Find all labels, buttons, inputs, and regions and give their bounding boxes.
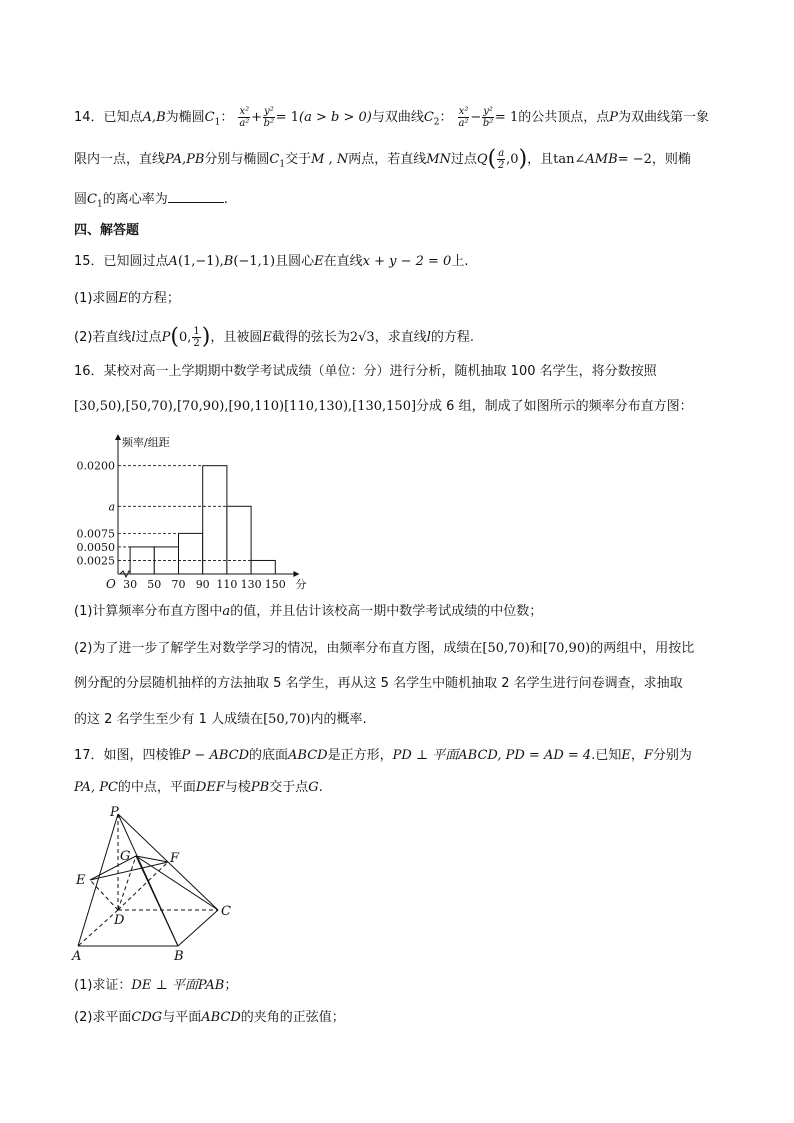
label-D: D <box>114 913 125 928</box>
q16-line2: [30,50),[50,70),[70,90),[90,110)[110,130),[130,150]分成 6 组，制成了如图所示的频率分布直方图： <box>74 399 693 414</box>
y-tick-label: 0.0075 <box>76 527 115 541</box>
q16-part2-line1: (2)为了进一步了解学生对数学学习的情况，由频率分布直方图，成绩在[50,70)和[70,90)的两组中，用按比 <box>74 641 695 656</box>
x-tick-label: 70 <box>171 578 186 591</box>
fraction-a-2: $\frac{a}{2}$ <box>497 148 505 171</box>
bar-[90,110) <box>203 466 227 574</box>
q16-part2-line2: 例分配的分层随机抽样的方法抽取 5 名学生，再从这 5 名学生中随机抽取 2 名学生进行问卷调查，求抽取 <box>74 676 683 691</box>
label-A: A <box>72 949 82 964</box>
label-B: B <box>174 949 184 964</box>
fraction-x2-a2-b: $\frac{\text{x²}}{\text{a²}}$ <box>458 106 469 129</box>
y-tick-label: 0.0050 <box>76 540 115 554</box>
q14-line1: 14．已知点A,B为椭圆$C_1$： $\frac{\text{x²}}{\text{a²}}$ + $\frac{\text{y²}}{\text{b²}}$ = 1(a > b > 0)与双曲线$C_2$： $\frac{\text{x²}}{\text{a²}}$ − $\frac{\text{y²}}{\text{b²}}$ = 1的公共顶点，点P为双曲线第一象 <box>74 106 709 129</box>
x-tick-label: 130 <box>240 578 262 591</box>
x-axis-label: 分 <box>295 578 307 591</box>
q17-part2: (2)求平面CDG与平面ABCD的夹角的正弦值； <box>74 1010 345 1025</box>
x-tick-label: 110 <box>216 578 238 591</box>
q17-part1: (1)求证：DE ⊥ 平面PAB； <box>74 978 238 993</box>
q17-line2: PA, PC的中点，平面DEF与棱PB交于点G. <box>74 780 323 795</box>
bar-[70,90) <box>179 533 203 574</box>
q14-line2: 限内一点，直线PA,PB分别与椭圆$C_1$交于M , N两点，若直线MN过点Q( $\frac{a}{2}$ ,0)，且tan∠AMB= −2，则椭 <box>74 146 691 172</box>
x-axis-arrow <box>293 571 299 577</box>
q15-part2: (2)若直线l过点P(0, $\frac{1}{2}$ )，且被圆E截得的弦长为2√3，求直线l的方程. <box>74 324 475 350</box>
label-G: G <box>120 849 131 864</box>
q15-part1: (1)求圆E的方程； <box>74 291 180 306</box>
label-F: F <box>170 851 180 866</box>
y-tick-label: 0.0200 <box>76 459 115 473</box>
fraction-x2-a2: $\frac{\text{x²}}{\text{a²}}$ <box>239 106 250 129</box>
y-tick-label: a <box>108 500 115 514</box>
fraction-y2-b2-b: $\frac{\text{y²}}{\text{b²}}$ <box>482 106 494 129</box>
origin-label: O <box>106 577 116 591</box>
fraction-y2-b2: $\frac{\text{y²}}{\text{b²}}$ <box>263 106 275 129</box>
bar-[110,130) <box>227 506 251 574</box>
pyramid-figure <box>70 806 240 966</box>
frequency-histogram <box>70 432 330 592</box>
x-tick-label: 50 <box>147 578 162 591</box>
y-axis-label: 频率/组距 <box>122 436 170 449</box>
q16-part1: (1)计算频率分布直方图中a的值，并且估计该校高一期中数学考试成绩的中位数； <box>74 604 543 619</box>
q16-line1: 16．某校对高一上学期期中数学考试成绩（单位：分）进行分析，随机抽取 100 名学生，将分数按照 <box>74 364 657 379</box>
label-C: C <box>221 904 231 919</box>
label-E: E <box>76 873 86 888</box>
q15-line1: 15．已知圆过点A(1,−1),B(−1,1)且圆心E在直线x + y − 2 = 0上. <box>74 254 469 269</box>
fraction-1-2: $\frac{1}{2}$ <box>193 326 200 349</box>
q17-line1: 17．如图，四棱锥P − ABCD的底面ABCD是正方形，PD ⊥ 平面ABCD, PD = AD = 4.已知E，F分别为 <box>74 748 692 763</box>
section-heading: 四、解答题 <box>74 223 140 238</box>
label-P: P <box>110 806 119 820</box>
x-tick-label: 30 <box>123 578 138 591</box>
answer-blank <box>168 190 224 203</box>
x-tick-label: 150 <box>264 578 286 591</box>
y-axis-arrow <box>115 434 121 440</box>
q14-line3: 圆$C_1$的离心率为 . <box>74 192 228 210</box>
x-tick-label: 90 <box>195 578 210 591</box>
y-tick-label: 0.0025 <box>76 554 115 568</box>
bar-[130,150] <box>251 560 275 574</box>
q16-part2-line3: 的这 2 名学生至少有 1 人成绩在[50,70)内的概率. <box>74 712 367 727</box>
